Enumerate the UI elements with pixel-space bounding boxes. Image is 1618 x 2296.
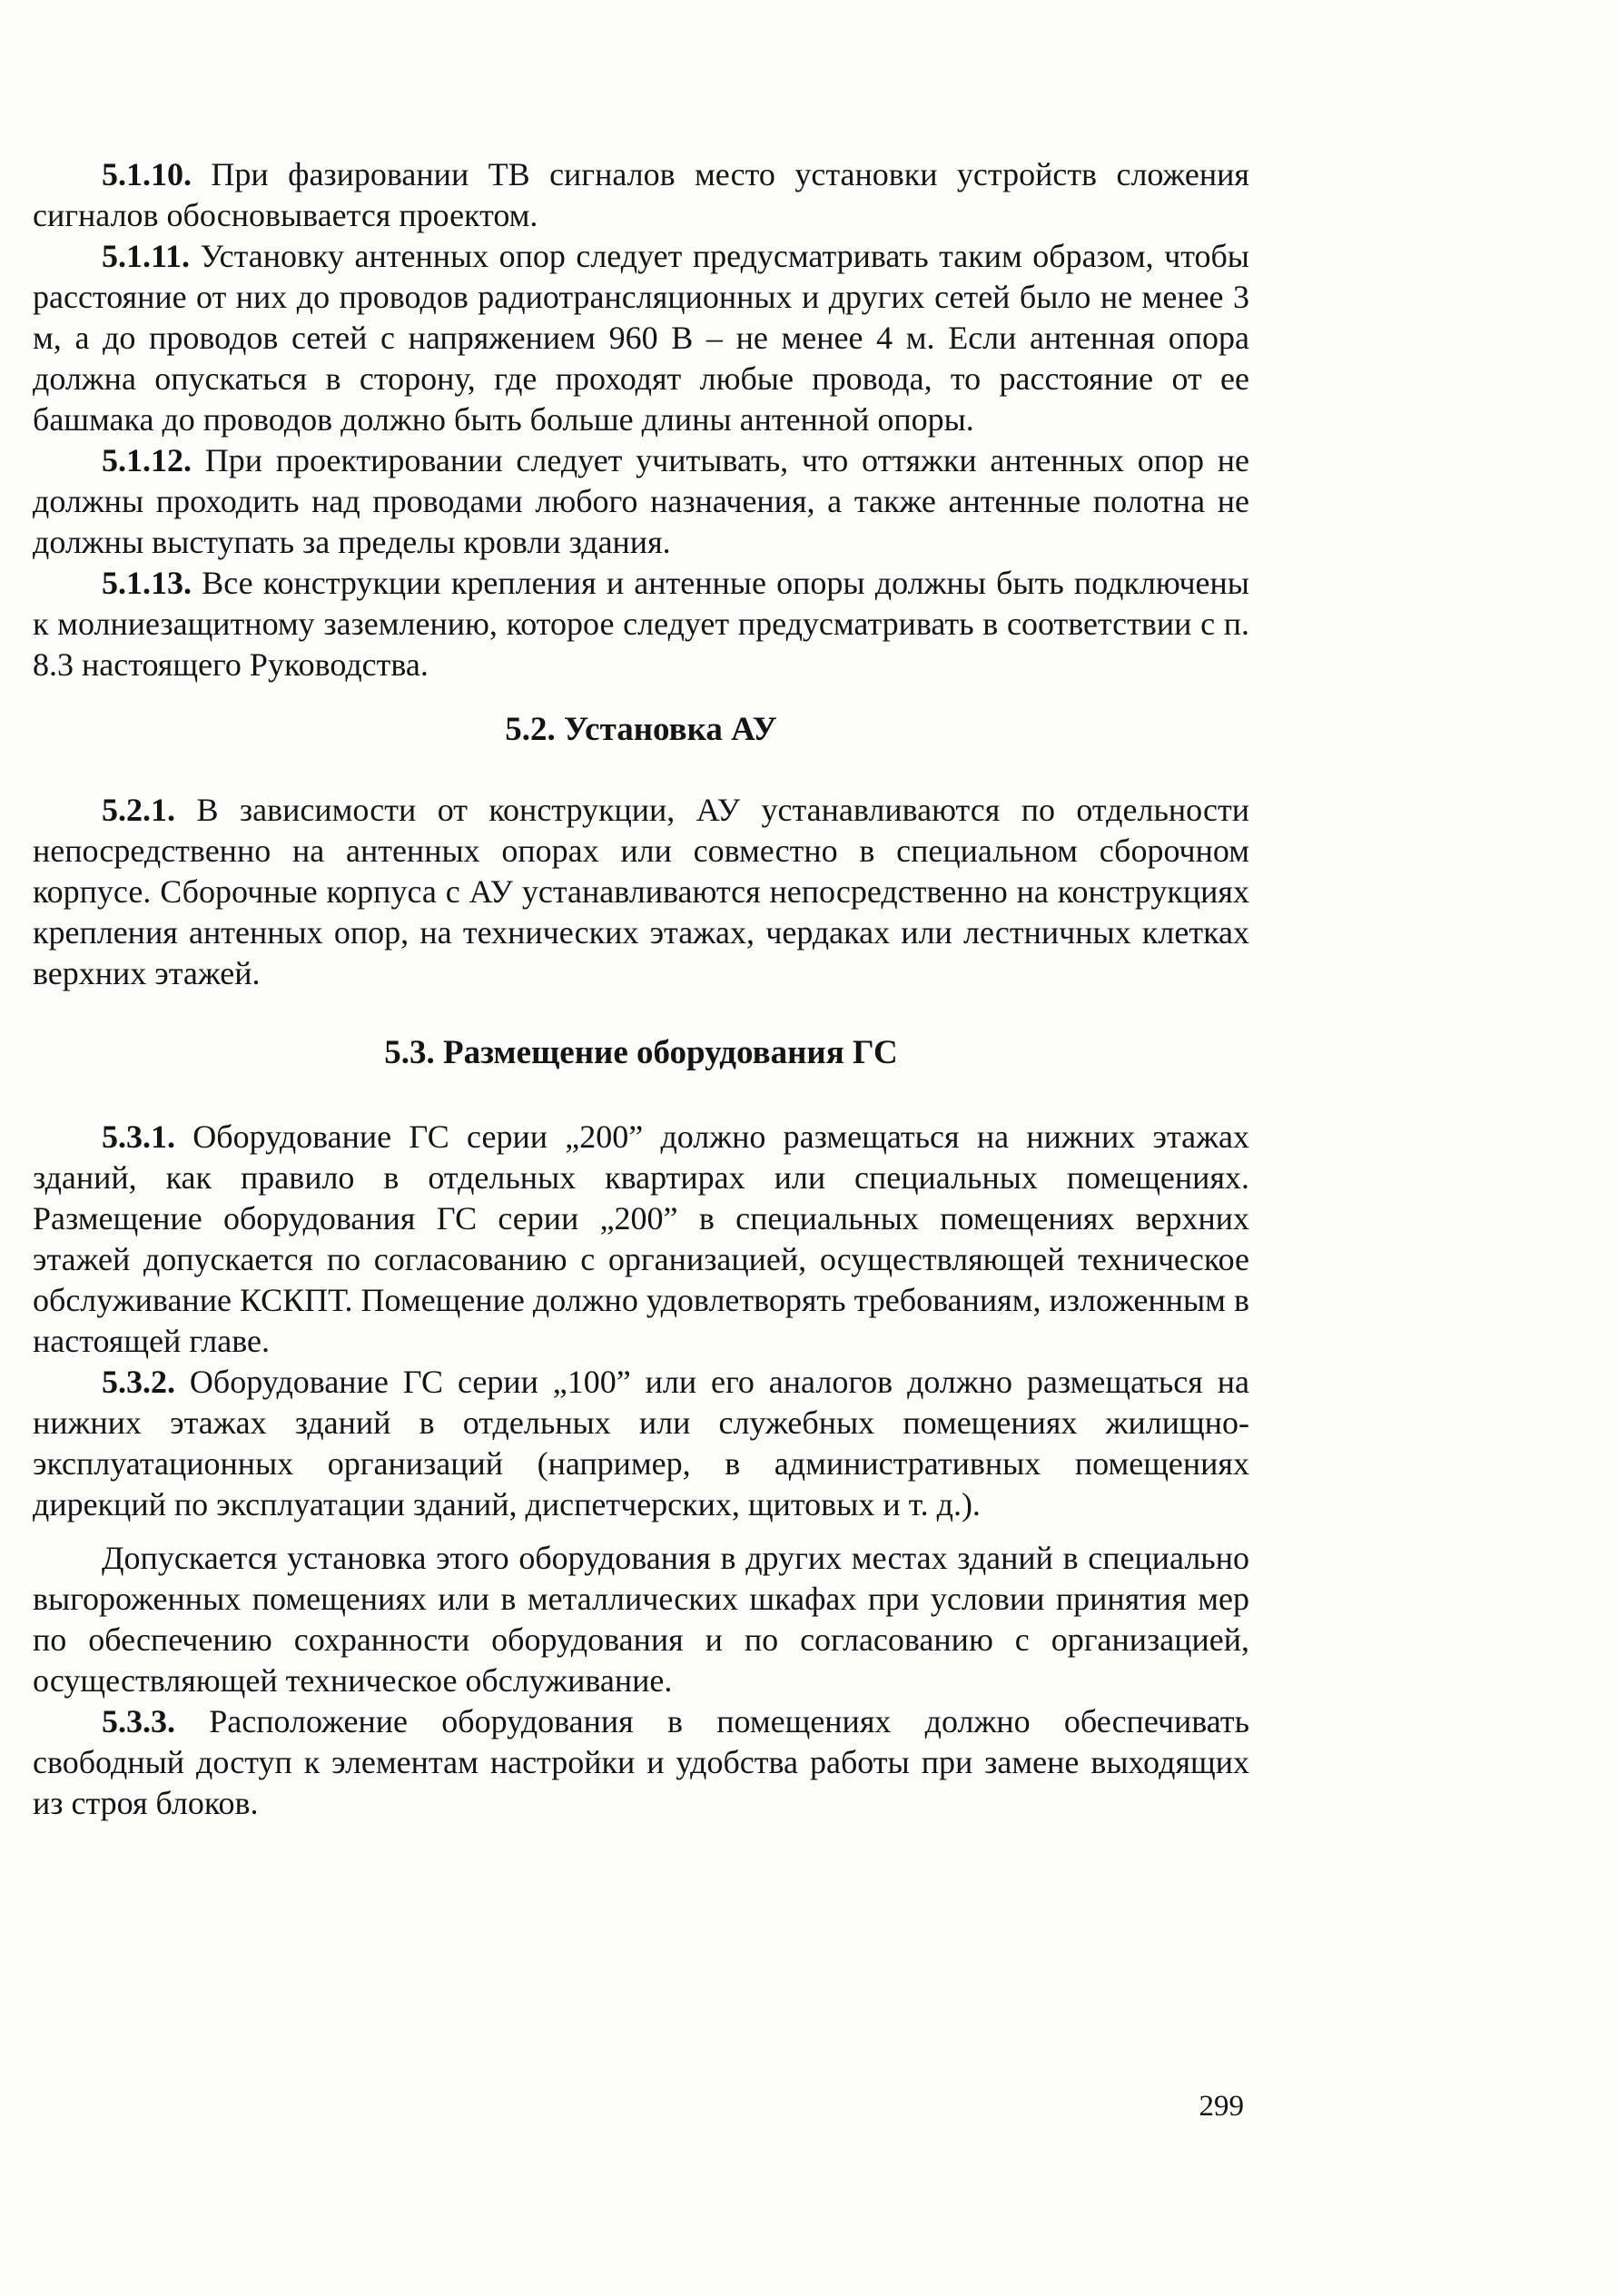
paragraph-5-3-3 — [33, 1701, 1249, 1824]
clause-number: 5.3.2. — [102, 1364, 175, 1400]
paragraph-text: В зависимости от конструкции, АУ устанавливаются по отдельности непосредственно на антенных опорах или совместно в специальном сборочном корпусе. Сборочные корпуса с АУ устанавливаются непосредственно на конструкциях крепления антенных опор, на технических этажах, чердаках или лестничных клетках верхних этажей. — [33, 792, 1249, 991]
paragraph-5-3-2 — [33, 1362, 1249, 1525]
paragraph-text: Оборудование ГС серии „200” должно размещаться на нижних этажах зданий, как правило в отдельных квартирах или специальных помещениях. Размещение оборудования ГС серии „200” в специальных помещениях верхних этажей допускается по согласованию с организацией, осуществляющей техническое обслуживание КСКПТ. Помещение должно удовлетворять требованиям, изложенным в настоящей главе. — [33, 1118, 1249, 1359]
paragraph-5-1-10 — [33, 154, 1249, 236]
paragraph-text: Оборудование ГС серии „100” или его аналогов должно размещаться на нижних этажах зданий в отдельных или служебных помещениях жилищно-эксплуатационных организаций (например, в административных помещениях дирекций по эксплуатации зданий, диспетчерских, щитовых и т. д.). — [33, 1364, 1249, 1522]
paragraph-5-1-11 — [33, 236, 1249, 440]
section-heading-5-3: 5.3. Размещение оборудования ГС — [384, 1034, 898, 1071]
paragraph-5-1-13 — [33, 563, 1249, 685]
paragraph-text: При проектировании следует учитывать, что оттяжки антенных опор не должны проходить над проводами любого назначения, а также антенные полотна не должны выступать за пределы кровли здания. — [33, 442, 1249, 560]
paragraph-5-2-1 — [33, 790, 1249, 994]
clause-number: 5.1.13. — [102, 565, 192, 601]
paragraph-text: Установку антенных опор следует предусматривать таким образом, чтобы расстояние от них до проводов радиотрансляционных и других сетей было не менее 3 м, а до проводов сетей с напряжением 960 В – не менее 4 м. Если антенная опора должна опускаться в сторону, где проходят любые провода, то расстояние от ее башмака до проводов должно быть больше длины антенной опоры. — [33, 238, 1249, 438]
clause-number: 5.1.11. — [102, 238, 191, 274]
paragraph-5-1-12 — [33, 440, 1249, 563]
page-number: 299 — [1199, 2090, 1244, 2123]
paragraph-text: Все конструкции крепления и антенные опоры должны быть подключены к молниезащитному заземлению, которое следует предусматривать в соответствии с п. 8.3 настоящего Руководства. — [33, 565, 1249, 683]
paragraph-5-3-2-continued: Допускается установка этого оборудования в других местах зданий в специально выгороженных помещениях или в металлических шкафах при условии принятия мер по обеспечению сохранности оборудования и по согласованию с организацией, осуществляющей техническое обслуживание. — [33, 1540, 1249, 1699]
clause-number: 5.3.1. — [102, 1118, 175, 1155]
clause-number: 5.3.3. — [102, 1703, 175, 1739]
clause-number: 5.1.10. — [102, 156, 192, 192]
clause-number: 5.2.1. — [102, 792, 175, 828]
text-column — [33, 154, 1249, 1824]
paragraph-text: Расположение оборудования в помещениях должно обеспечивать свободный доступ к элементам настройки и удобства работы при замене выходящих из строя блоков. — [33, 1703, 1249, 1821]
paragraph-5-3-1 — [33, 1117, 1249, 1362]
paragraph-text: При фазировании ТВ сигналов место установки устройств сложения сигналов обосновывается проектом. — [33, 156, 1249, 233]
section-heading-5-2: 5.2. Установка АУ — [505, 711, 777, 748]
clause-number: 5.1.12. — [102, 442, 192, 478]
